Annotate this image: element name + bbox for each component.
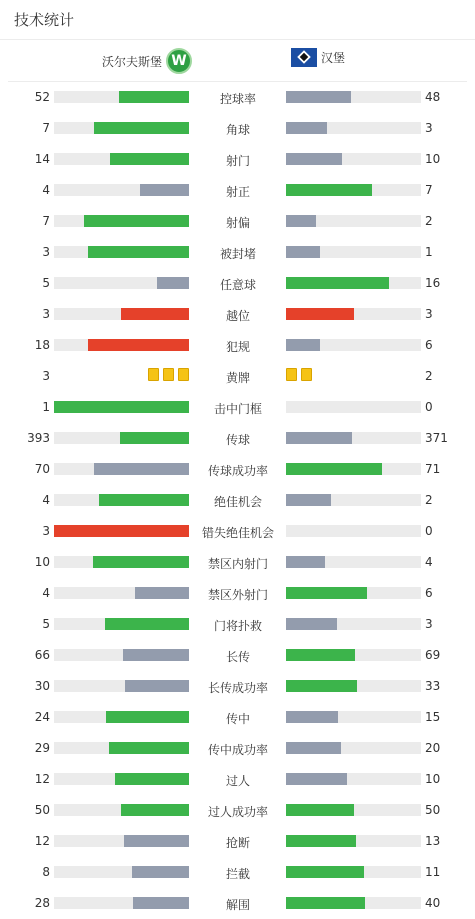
away-bar [286,556,325,568]
stat-label: 传中 [225,712,250,726]
away-value: 13 [425,834,441,848]
away-value: 2 [425,493,433,507]
stat-row [0,856,475,887]
away-bar-track [286,153,421,165]
stat-row [0,360,475,391]
away-bar-track [286,649,421,661]
home-bar-track [54,525,189,537]
stat-label: 射偏 [225,216,250,230]
home-bar-track [54,742,189,754]
away-team-name: 汉堡 [321,51,346,65]
home-bar-track [54,122,189,134]
stat-row [0,236,475,267]
away-bar [286,680,357,692]
home-bar [88,339,189,351]
away-value: 20 [425,741,441,755]
away-bar-track [286,866,421,878]
away-bar [286,246,320,258]
home-bar [94,463,189,475]
away-value: 0 [425,524,433,538]
stat-row [0,577,475,608]
stat-label: 绝佳机会 [213,495,262,509]
stat-row [0,484,475,515]
home-bar-track [54,432,189,444]
away-value: 48 [425,90,441,104]
away-value: 50 [425,803,441,817]
home-bar-track [54,215,189,227]
home-team[interactable] [102,48,192,74]
home-bar [121,308,189,320]
home-bar [120,432,189,444]
away-value: 10 [425,152,441,166]
away-bar-track [286,711,421,723]
stat-label: 被封堵 [219,247,256,261]
away-bar [286,308,354,320]
away-bar [286,804,354,816]
stat-label: 拦截 [225,867,250,881]
home-bar-track [54,835,189,847]
stat-label: 击中门框 [213,402,262,416]
home-bar-track [54,773,189,785]
home-bar [135,587,189,599]
home-value: 28 [34,896,50,910]
home-value: 66 [34,648,50,662]
home-value: 12 [34,772,50,786]
yellow-card-icon [286,368,297,381]
home-bar [119,91,189,103]
home-value: 4 [42,493,50,507]
stat-row [0,639,475,670]
stat-label: 传球 [225,433,250,447]
away-bar-track [286,184,421,196]
stat-label: 门将扑救 [213,619,262,633]
home-value: 3 [42,245,50,259]
home-value: 3 [42,307,50,321]
away-bar [286,91,351,103]
stat-row [0,794,475,825]
home-bar [157,277,189,289]
away-bar [286,463,382,475]
away-bar-track [286,339,421,351]
yellow-card-icon [148,368,159,381]
home-bar [132,866,189,878]
away-bar [286,494,331,506]
stat-row [0,391,475,422]
home-value: 18 [34,338,50,352]
stat-label: 射正 [225,185,250,199]
home-bar-track [54,649,189,661]
away-bar-track [286,122,421,134]
away-value: 6 [425,338,433,352]
away-bar-track [286,463,421,475]
home-value: 7 [42,121,50,135]
away-bar-track [286,246,421,258]
home-bar [94,122,189,134]
away-value: 0 [425,400,433,414]
home-bar-track [54,91,189,103]
away-bar-track [286,401,421,413]
away-value: 3 [425,307,433,321]
away-bar-track [286,835,421,847]
stat-label: 越位 [225,309,250,323]
away-bar [286,897,365,909]
stat-row [0,825,475,856]
stat-row [0,732,475,763]
away-bar-track [286,494,421,506]
stat-row [0,608,475,639]
home-value: 10 [34,555,50,569]
stat-row [0,763,475,794]
away-bar [286,618,337,630]
stat-label: 禁区内射门 [207,557,268,571]
home-bar-track [54,308,189,320]
home-bar-track [54,339,189,351]
home-value: 24 [34,710,50,724]
home-bar-track [54,618,189,630]
away-team[interactable] [291,48,345,67]
away-value: 71 [425,462,441,476]
stat-label: 射门 [225,154,250,168]
away-bar [286,122,327,134]
stat-row [0,422,475,453]
home-value: 393 [27,431,50,445]
stat-label: 黄牌 [225,371,250,385]
stat-row [0,453,475,484]
home-bar-track [54,804,189,816]
stat-row [0,298,475,329]
away-value: 3 [425,121,433,135]
away-value: 15 [425,710,441,724]
stat-row [0,670,475,701]
away-bar [286,711,338,723]
away-value: 40 [425,896,441,910]
home-bar [110,153,189,165]
home-bar [124,835,189,847]
home-bar [105,618,189,630]
away-bar-track [286,556,421,568]
away-bar-track [286,525,421,537]
stat-row [0,112,475,143]
home-bar [115,773,189,785]
away-bar-track [286,308,421,320]
away-bar [286,339,320,351]
away-value: 2 [425,214,433,228]
home-value: 12 [34,834,50,848]
away-bar [286,184,372,196]
stat-label: 传球成功率 [207,464,268,478]
away-bar-track [286,618,421,630]
home-bar [54,525,189,537]
stat-label: 传中成功率 [207,743,268,757]
home-yellow-cards [148,368,189,381]
home-value: 4 [42,586,50,600]
home-bar [84,215,189,227]
stat-row [0,701,475,732]
home-bar [121,804,189,816]
away-value: 6 [425,586,433,600]
stats-list [0,81,475,918]
yellow-card-icon [301,368,312,381]
home-value: 3 [42,524,50,538]
stat-row [0,81,475,112]
away-value: 3 [425,617,433,631]
home-bar [54,401,189,413]
stat-label: 任意球 [219,278,256,292]
home-value: 14 [34,152,50,166]
wolfsburg-crest-letter: W [171,53,187,69]
away-bar [286,773,347,785]
stat-label: 长传成功率 [207,681,268,695]
wolfsburg-crest-icon [166,48,192,74]
away-bar [286,215,316,227]
away-bar-track [286,587,421,599]
away-bar [286,277,389,289]
home-bar [99,494,189,506]
away-value: 10 [425,772,441,786]
stat-label: 解围 [225,898,250,912]
home-bar [140,184,189,196]
home-bar-track [54,587,189,599]
stat-row [0,174,475,205]
home-bar-track [54,556,189,568]
home-value: 3 [42,369,50,383]
home-value: 4 [42,183,50,197]
away-bar-track [286,680,421,692]
home-bar-track [54,866,189,878]
home-bar-track [54,277,189,289]
home-value: 8 [42,865,50,879]
home-bar-track [54,494,189,506]
away-bar [286,742,341,754]
away-bar-track [286,277,421,289]
stat-label: 角球 [225,123,250,137]
home-value: 30 [34,679,50,693]
home-value: 52 [34,90,50,104]
away-bar [286,153,342,165]
yellow-card-icon [178,368,189,381]
away-bar [286,866,364,878]
home-bar-track [54,153,189,165]
home-bar-track [54,897,189,909]
away-bar-track [286,432,421,444]
away-value: 2 [425,369,433,383]
home-bar [125,680,189,692]
home-bar-track [54,184,189,196]
teams-header [8,40,467,82]
home-value: 29 [34,741,50,755]
page-title: 技术统计 [14,11,75,29]
home-value: 5 [42,617,50,631]
stat-label: 控球率 [219,92,256,106]
stat-label: 抢断 [225,836,250,850]
away-bar-track [286,215,421,227]
away-bar [286,649,355,661]
home-bar [133,897,189,909]
home-bar [88,246,189,258]
away-bar [286,587,367,599]
stat-row [0,887,475,918]
stat-row [0,267,475,298]
stat-label: 过人成功率 [207,805,268,819]
home-bar-track [54,463,189,475]
away-value: 371 [425,431,448,445]
stat-row [0,546,475,577]
away-bar-track [286,742,421,754]
home-value: 5 [42,276,50,290]
home-bar-track [54,246,189,258]
away-value: 33 [425,679,441,693]
home-value: 7 [42,214,50,228]
stat-row [0,515,475,546]
away-value: 4 [425,555,433,569]
home-bar-track [54,711,189,723]
away-bar [286,432,352,444]
home-value: 70 [34,462,50,476]
away-bar-track [286,804,421,816]
hamburg-crest-icon [291,48,317,67]
away-value: 1 [425,245,433,259]
stat-label: 犯规 [225,340,250,354]
home-value: 50 [34,803,50,817]
stat-label: 禁区外射门 [207,588,268,602]
home-bar [123,649,189,661]
away-bar [286,835,356,847]
away-bar-track [286,773,421,785]
stat-label: 错失绝佳机会 [201,526,274,540]
away-value: 16 [425,276,441,290]
away-bar-track [286,91,421,103]
stat-row [0,205,475,236]
away-value: 69 [425,648,441,662]
stat-label: 长传 [225,650,250,664]
away-bar-track [286,897,421,909]
away-yellow-cards [286,368,312,381]
away-value: 11 [425,865,441,879]
yellow-card-icon [163,368,174,381]
home-team-name: 沃尔夫斯堡 [101,54,162,69]
home-bar-track [54,401,189,413]
stat-label: 过人 [225,774,250,788]
home-bar [109,742,189,754]
stat-row [0,143,475,174]
home-value: 1 [42,400,50,414]
home-bar [93,556,189,568]
away-value: 7 [425,183,433,197]
home-bar [106,711,189,723]
stat-row [0,329,475,360]
home-bar-track [54,680,189,692]
header [0,0,475,40]
